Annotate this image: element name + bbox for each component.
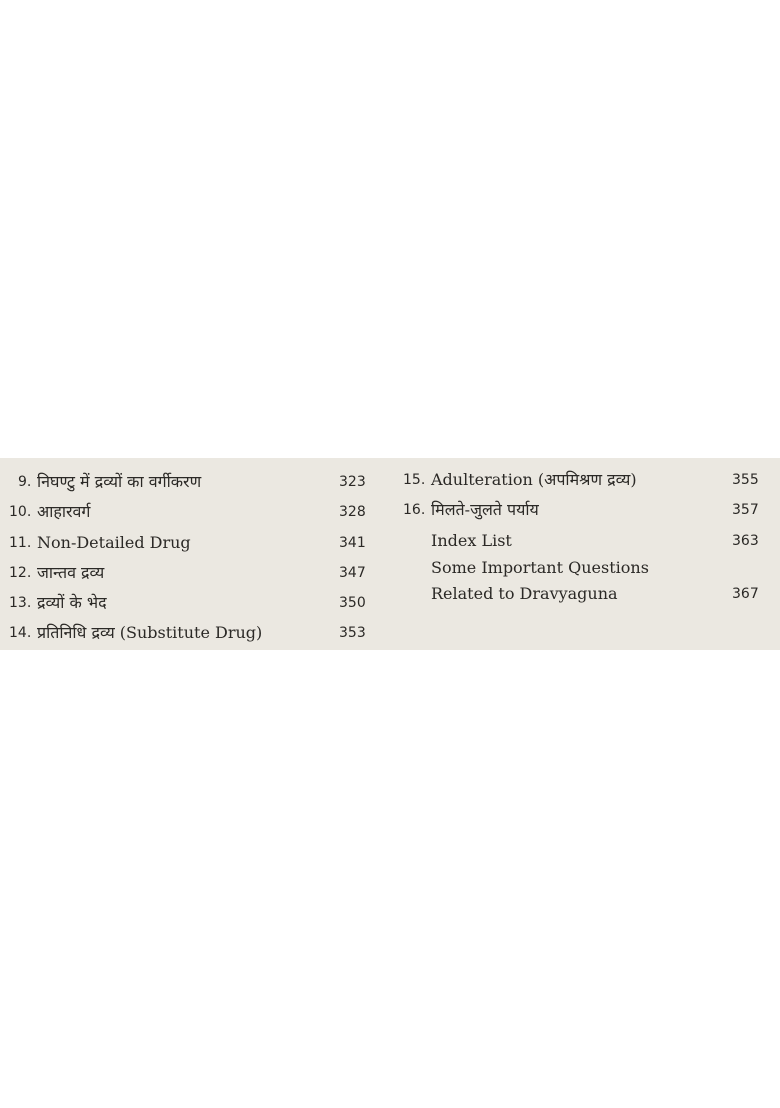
toc-entry-page: 341	[339, 535, 366, 551]
toc-entry-title: प्रतिनिधि द्रव्य (Substitute Drug)	[37, 623, 263, 642]
table-of-contents-strip	[0, 458, 780, 650]
toc-entry-page: 350	[339, 595, 366, 611]
toc-entry-title: Some Important Questions	[431, 558, 649, 577]
toc-entry-page: 367	[732, 586, 759, 602]
toc-entry-page: 347	[339, 565, 366, 581]
toc-entry-title: Non-Detailed Drug	[37, 533, 191, 552]
toc-entry-title: Index List	[431, 531, 512, 550]
toc-entry-page: 363	[732, 533, 759, 549]
toc-entry-page: 355	[732, 472, 759, 488]
toc-entry-title: आहारवर्ग	[37, 502, 91, 521]
toc-entry-page: 323	[339, 474, 366, 490]
toc-entry-title: Related to Dravyaguna	[431, 584, 618, 603]
toc-entry-number: 14.	[9, 625, 32, 641]
toc-entry-title: Adulteration (अपमिश्रण द्रव्य)	[431, 470, 637, 489]
toc-entry-title: जान्तव द्रव्य	[37, 563, 105, 582]
toc-entry-number: 15.	[403, 472, 426, 488]
toc-entry-page: 357	[732, 502, 759, 518]
toc-entry-number: 11.	[9, 535, 32, 551]
toc-entry-number: 9.	[18, 474, 32, 490]
toc-entry-title: मिलते-जुलते पर्याय	[431, 500, 539, 519]
toc-entry-page: 353	[339, 625, 366, 641]
toc-entry-page: 328	[339, 504, 366, 520]
toc-entry-title: निघण्टु में द्रव्यों का वर्गीकरण	[37, 472, 202, 491]
toc-entry-title: द्रव्यों के भेद	[37, 593, 107, 612]
toc-entry-number: 12.	[9, 565, 32, 581]
toc-entry-number: 16.	[403, 502, 426, 518]
toc-entry-number: 13.	[9, 595, 32, 611]
toc-entry-number: 10.	[9, 504, 32, 520]
